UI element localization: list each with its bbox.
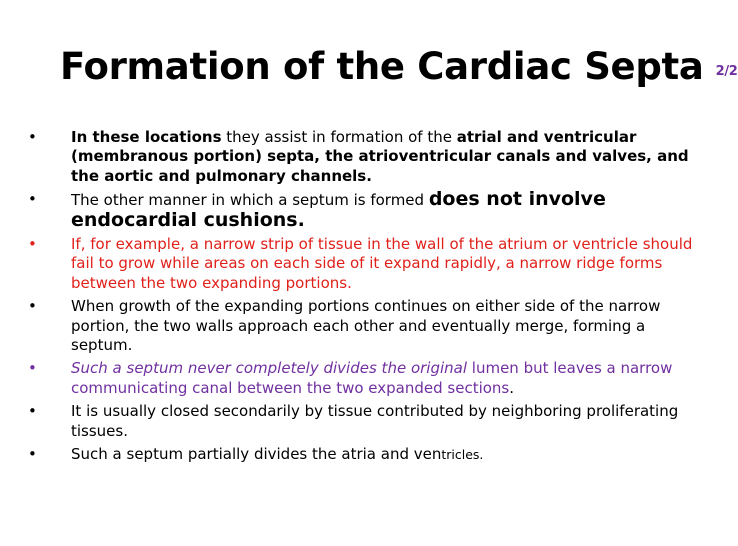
bullet-item-3 (28, 235, 700, 293)
bullet-item-1 (28, 128, 700, 186)
bullet-3-text: If, for example, a narrow strip of tissue in the wall of the atrium or ventricle should fail to grow while areas on each side of it expand rapidly, a narrow ridge forms between the two expanding portions. (71, 235, 693, 292)
bullet-1-part-3: atrial and ventricular (membranous portion) septa, the atrioventricular canals and valves, and the aortic and pulmonary channels. (71, 128, 689, 185)
bullet-2-part-2: does not involve endocardial cushions. (71, 188, 606, 231)
bullet-item-6 (28, 402, 700, 441)
bullet-1-part-1: In these locations (71, 128, 222, 146)
bullet-list (28, 128, 700, 469)
bullet-item-4 (28, 297, 700, 355)
bullet-icon: • (28, 190, 37, 209)
bullet-5-part-2: lumen but leaves a narrow communicating canal between the two expanded sections (71, 359, 673, 397)
bullet-item-2 (28, 190, 700, 231)
bullet-icon: • (28, 128, 37, 146)
slide-title (60, 44, 738, 95)
bullet-2-part-1: The other manner in which a septum is formed (71, 191, 429, 210)
bullet-4-text: When growth of the expanding portions continues on either side of the narrow portion, the two walls approach each other and eventually merge, forming a septum. (71, 297, 661, 355)
bullet-icon: • (28, 445, 37, 464)
bullet-icon: • (28, 235, 37, 254)
bullet-5-part-1: Such a septum never completely divides the original (71, 359, 468, 378)
bullet-5-part-3: . (509, 378, 515, 397)
bullet-icon: • (28, 359, 37, 378)
title-text: Formation of the Cardiac Septa (60, 45, 704, 88)
bullet-icon: • (28, 402, 37, 421)
bullet-item-5 (28, 359, 700, 398)
page-indicator: 2/2 (715, 64, 738, 79)
bullet-1-part-2: they assist in formation of the (221, 128, 457, 146)
bullet-icon: • (28, 297, 37, 316)
bullet-7-part-1: Such a septum partially divides the atria and ven (71, 445, 442, 464)
bullet-item-7 (28, 445, 700, 464)
bullet-7-part-2: tricles. (441, 447, 484, 463)
bullet-6-text: It is usually closed secondarily by tissue contributed by neighboring proliferating tissues. (71, 402, 679, 440)
